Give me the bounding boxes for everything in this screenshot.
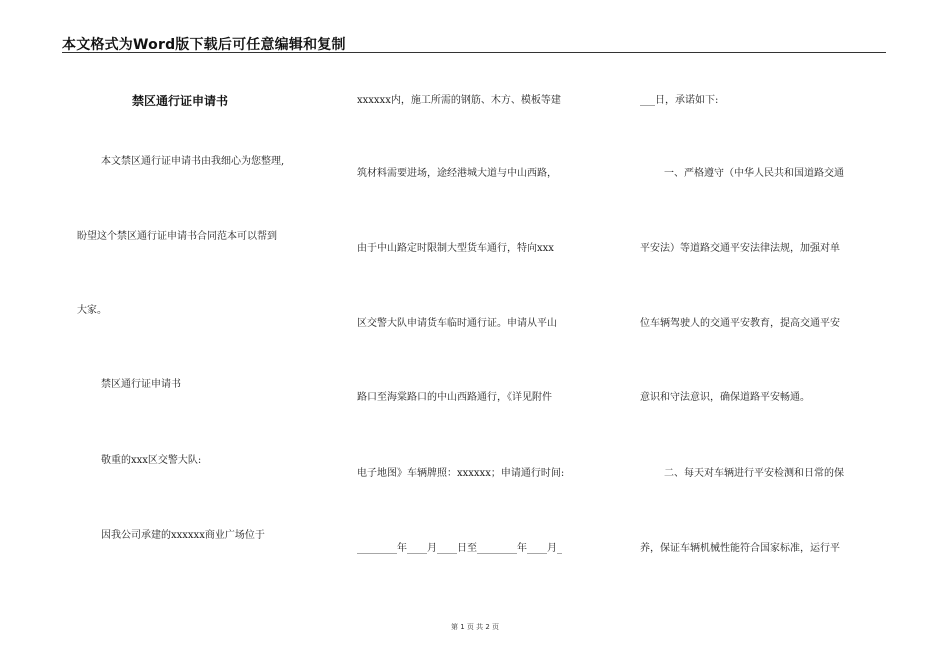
text-column-1 xyxy=(77,0,327,672)
paragraph-line: 盼望这个禁区通行证申请书合同范本可以帮到 xyxy=(77,231,277,242)
paragraph-line: 本文禁区通行证申请书由我细心为您整理, xyxy=(101,156,285,167)
paragraph-line: 由于中山路定时限制大型货车通行，特向xxx xyxy=(357,243,554,254)
paragraph-line: 意识和守法意识，确保道路平安畅通。 xyxy=(640,392,810,403)
paragraph-line: 养，保证车辆机械性能符合国家标准，运行平 xyxy=(640,543,840,554)
page-number: 第 1 页 共 2 页 xyxy=(450,623,500,631)
paragraph-line: 路口至海棠路口的中山西路通行，《详见附件 xyxy=(357,392,552,403)
paragraph-line: 位车辆驾驶人的交通平安教育，提高交通平安 xyxy=(640,318,840,329)
text-column-3 xyxy=(640,0,882,672)
date-fill-line: ________年____月____日至________年____月_ xyxy=(357,543,562,554)
document-title: 禁区通行证申请书 xyxy=(132,94,229,108)
paragraph-line: 平安法）等道路交通平安法律法规，加强对单 xyxy=(640,243,840,254)
paragraph-line: 电子地图》车辆牌照：xxxxxx；申请通行时间: xyxy=(357,468,565,479)
section-heading: 禁区通行证申请书 xyxy=(101,379,181,390)
paragraph-line: xxxxxx内，施工所需的钢筋、木方、模板等建 xyxy=(357,95,561,106)
list-item-heading: 一、严格遵守（中华人民共和国道路交通 xyxy=(664,168,844,179)
document-header-title: 本文格式为Word版下载后可任意编辑和复制 xyxy=(62,37,346,53)
list-item-heading: 二、每天对车辆进行平安检测和日常的保 xyxy=(664,468,844,479)
paragraph-line: 区交警大队申请货车临时通行证。申请从平山 xyxy=(357,318,557,329)
paragraph-line: 筑材料需要进场，途经港城大道与中山西路， xyxy=(357,168,557,179)
salutation-line: 敬重的xxx区交警大队: xyxy=(101,455,202,466)
paragraph-line: ___日，承诺如下: xyxy=(640,95,719,106)
paragraph-line: 因我公司承建的xxxxxx商业广场位于 xyxy=(101,530,265,541)
paragraph-line: 大家。 xyxy=(77,305,107,316)
text-column-2 xyxy=(357,0,607,672)
